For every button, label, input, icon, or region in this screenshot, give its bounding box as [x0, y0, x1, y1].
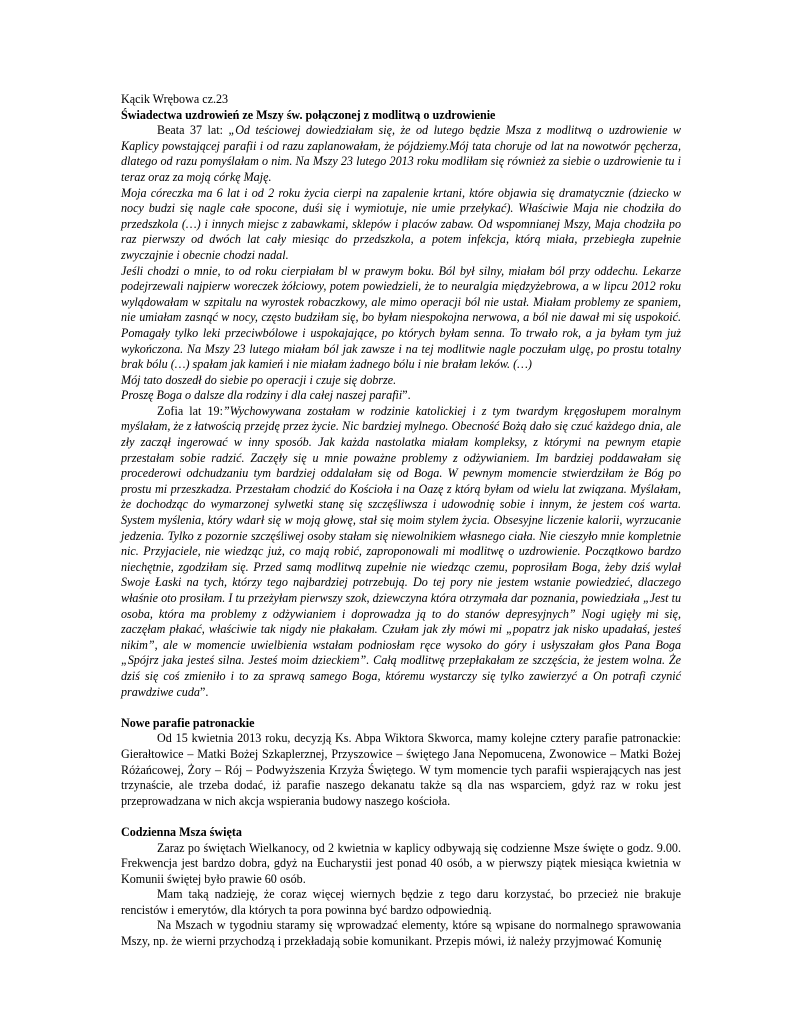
beata-paragraph-2: Moja córeczka ma 6 lat i od 2 roku życia cierpi na zapalenie krtani, które objawia się dramatycznie (dziecko w nocy budzi się nagle całe spocone, duśi się i wymiotuje, nie umie przełykać). Właściwie Maja nie chodziła do przedszkola (…) i innych miejsc z zabawkami, sklepów i placów zabaw. Od wspomnianej Mszy, Maja chodziła po raz pierwszy od dwóch lat cały miesiąc do przedszkola, a potem infekcja, którą miała, przebiegła zupełnie zwyczajnie i obecnie chodzi nadal. — [121, 185, 681, 262]
daily-mass-paragraph-3: Na Mszach w tygodniu staramy się wprowadzać elementy, które są wpisane do normalnego sprawowania Mszy, np. że wierni przychodzą i przekładają sobie komunikant. Przepis mówi, iż należy przyjmować Komunię — [121, 918, 681, 949]
beata-paragraph-4: Mój tato doszedł do siebie po operacji i czuje się dobrze. — [121, 372, 397, 387]
zofia-paragraph — [121, 404, 681, 700]
beata-intro: Beata 37 lat: — [157, 123, 229, 138]
zofia-text: ”Wychowywana zostałam w rodzinie katolickiej i z tym twardym kręgosłupem moralnym myślałam, że z łatwością przejdę przez życie. Nic bardziej mylnego. Obecność Bożą dało się czuć każdego dnia, ale zły zaczął ingerować w inny sposób. Jak każda nastolatka miałam kompleksy, z którymi na pewnym etapie przestałam sobie radzić. Zaczęły się u mnie poważne problemy z odżywianiem. Im bardziej poddawałam się procederowi odchudzaniu tym bardziej oddalałam się od Boga. W pewnym momencie stwierdziłam że Bóg po prostu mi przeszkadza. Przestałam chodzić do Kościoła i na Oazę z którą byłam od wielu lat związana. Myślałam, że dochodząc do wymarzonej sylwetki stanę się szczęśliwsza i udowodnię sobie i innym, że jestem coś warta. System myślenia, który wdarł się w moją głowę, stał się moim stylem życia. Obsesyjne liczenie kalorii, wyrzucanie jedzenia. Tylko z pozornie szczęśliwej osoby stałam się niewolnikiem własnego ciała. Nie cieszyło mnie kompletnie nic. Przyjaciele, nie wiedząc już, co mają robić, zaproponowali mi modlitwę o uzdrowienie. Początkowo bardzo niechętnie, zgodziłam się. Przed samą modlitwą zupełnie nie wiedząc czemu, poprosiłam Boga, żeby dziś wylał Swoje Łaski na tych, którzy tego najbardziej potrzebują. Do tej pory nie jestem wstanie powiedzieć, dlaczego właśnie oto prosiłam. I tu przeżyłam pierwszy szok, dziewczyna która otrzymała dar poznania, powiedziała „Jest tu osoba, która ma problemy z odżywianiem i doprowadza ją to do stanów depresyjnych” Nogi ugięły mi się, zaczęłam płakać, właściwie tak nigdy nie płakałam. Czułam jak zły mówi mi „popatrz jak nisko upadałaś, jesteś nikim”, ale w momencie uwielbienia wstałam podniosłam ręce wysoko do góry i usłyszałam głos Pana Boga „Spójrz jaka jesteś silna. Jesteś moim dzieckiem”. Całą modlitwę przepłakałam ze szczęścia, że jestem wolna. Że dziś się coś zmieniło i to za sprawą samego Boga, któremu wystarczy się tylko zawierzyć a On potrafi czynić prawdziwe cuda — [121, 403, 681, 699]
zofia-intro: Zofia lat 19: — [157, 403, 223, 418]
testimonies-heading: Świadectwa uzdrowień ze Mszy św. połączonej z modlitwą o uzdrowienie — [121, 107, 496, 122]
new-parishes-heading: Nowe parafie patronackie — [121, 715, 255, 730]
daily-mass-heading: Codzienna Msza święta — [121, 824, 242, 839]
spacer — [121, 700, 681, 716]
daily-mass-paragraph-1: Zaraz po świętach Wielkanocy, od 2 kwietnia w kaplicy odbywają się codzienne Msze święte o godz. 9.00. Frekwencja jest bardzo dobra, gdyż na Eucharystii jest ponad 40 osób, a w pierwszy piątek miesiąca kwietnia w Komunii świętej było prawie 60 osób. — [121, 840, 681, 886]
new-parishes-text: Od 15 kwietnia 2013 roku, decyzją Ks. Abpa Wiktora Skworca, mamy kolejne cztery parafie patronackie: Gierałtowice – Matki Bożej Szkaplerznej, Przyszowice – świętego Jana Nepomucena, Zwonowice – Matki Bożej Różańcowej, Żory – Rój – Podwyższenia Krzyża Świętego. W tym momencie tych parafii wspierających nas jest trzynaście, ale trzeba dodać, iż parafie naszego dekanatu także są dla nas wsparciem, gdyż raz w roku jest przeprowadzana w nich akcja wspierania budowy naszego kościoła. — [121, 731, 681, 808]
beata-paragraph-1 — [121, 123, 681, 185]
beata-paragraph-5 — [121, 388, 681, 404]
beata-text-5: Proszę Boga o dalsze dla rodziny i dla całej naszej parafii — [121, 388, 403, 403]
column-label: Kącik Wrębowa cz.23 — [121, 92, 229, 106]
beata-closing-quote: ”. — [402, 388, 411, 403]
daily-mass-paragraph-2: Mam taką nadzieję, że coraz więcej wiernych będzie z tego daru korzystać, bo przecież nie brakuje rencistów i emerytów, dla których ta pora powinna być bardzo odpowiednią. — [121, 887, 681, 917]
document-page — [121, 92, 681, 950]
zofia-closing-quote: ”. — [199, 684, 209, 699]
beata-paragraph-3: Jeśli chodzi o mnie, to od roku cierpiałam bl w prawym boku. Ból był silny, miałam ból przy oddechu. Lekarze podejrzewali najpierw woreczek żółciowy, potem powiedzieli, że to neuralgia międzyżebrowa, a w lipcu 2012 roku wylądowałam w szpitalu na wyrostek robaczkowy, ale mimo operacji ból nie ustał. Miałam problemy ze spaniem, nie umiałam zasnąć w nocy, często budziłam się, bo byłam niespokojna nerwowa, a ból nie dawał mi się uspokoić. Pomagały tylko leki przeciwbólowe i uspokajające, po których byłam senna. To trwało rok, a ja byłam tym już wykończona. Na Mszy 23 lutego miałam ból jak zawsze i na tej modlitwie nagle poczułam ulgę, po prostu totalny brak bólu (…) spałam jak kamień i nie miałam żadnego bólu i nie brałam leków. (…) — [121, 263, 681, 372]
beata-text-1: „Od teściowej dowiedziałam się, że od lutego będzie Msza z modlitwą o uzdrowienie w Kaplicy powstającej parafii i od razu zaplanowałam, że pójdziemy.Mój tata choruje od lat na nowotwór pęcherza, dlatego od razu pomyślałam o nim. Na Mszy 23 lutego 2013 roku modliłam się również za siebie o uzdrowienie tu i teraz oraz za moją córkę Maję. — [121, 123, 681, 184]
spacer — [121, 809, 681, 825]
